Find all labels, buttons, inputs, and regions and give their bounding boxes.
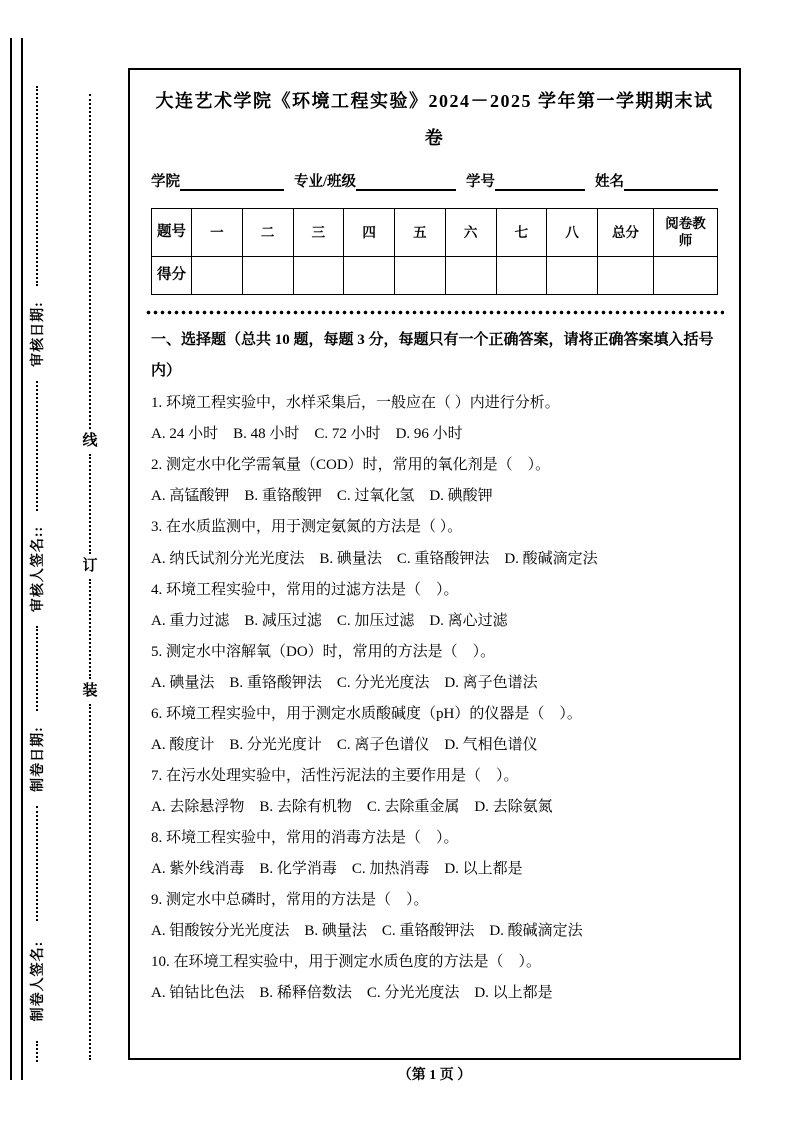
binding-line-rail: [79, 94, 101, 1060]
score-table-header-cell: 总分: [598, 209, 654, 257]
question-options: A. 钼酸铵分光光度法 B. 碘量法 C. 重铬酸钾法 D. 酸碱滴定法: [151, 923, 583, 940]
question-text: 6. 环境工程实验中，用于测定水质酸碱度（pH）的仪器是（ ）。: [151, 705, 582, 722]
score-table-corner-cell: 题号: [152, 209, 192, 257]
question-item: [151, 637, 718, 699]
score-table-empty-cell: [547, 257, 598, 295]
question-item: [151, 885, 718, 947]
binding-char-bind: 装: [82, 683, 98, 699]
field-label: 学号: [466, 173, 496, 190]
student-info-field: [294, 170, 466, 191]
score-table-empty-cell: [395, 257, 446, 295]
reviewer-signature-label: 审核人签名::: [31, 525, 46, 612]
score-table-header-cell: 二: [243, 209, 294, 257]
dotted-line-segment: [89, 579, 91, 679]
question-text: 5. 测定水中溶解氧（DO）时，常用的方法是（ ）。: [151, 643, 496, 660]
student-info-field: [595, 170, 718, 191]
dotted-line-segment: [36, 626, 38, 711]
question-item: [151, 512, 718, 574]
review-date-label: 审核日期:: [31, 300, 46, 367]
question-text: 1. 环境工程实验中，水样采集后，一般应在（ ）内进行分析。: [151, 395, 560, 412]
dotted-separator: [145, 310, 724, 315]
question-item: [151, 699, 718, 761]
score-table-empty-cell: [344, 257, 395, 295]
question-item: [151, 575, 718, 637]
score-table-header-cell: 阅卷教师: [654, 209, 718, 257]
dotted-line-segment: [36, 1041, 38, 1062]
dotted-line-segment: [36, 86, 38, 286]
score-table-header-cell: 五: [395, 209, 446, 257]
papermaking-date-label: 制卷日期:: [31, 725, 46, 792]
binding-char-line: 线: [82, 433, 98, 449]
question-text: 10. 在环境工程实验中，用于测定水质色度的方法是（ ）。: [151, 954, 542, 971]
question-options: A. 高锰酸钾 B. 重铬酸钾 C. 过氧化氢 D. 碘酸钾: [151, 488, 493, 505]
page-number-footer: （第 1 页 ）: [397, 1068, 472, 1083]
exam-title: 大连艺术学院《环境工程实验》2024－2025 学年第一学期期末试卷: [155, 91, 714, 148]
score-table-header-cell: 四: [344, 209, 395, 257]
dotted-line-segment: [89, 454, 91, 554]
fill-in-blank: [624, 170, 718, 191]
score-table-empty-cell: [243, 257, 294, 295]
question-item: [151, 388, 718, 450]
exam-paper: [128, 68, 741, 1060]
score-table-header-cell: 六: [446, 209, 497, 257]
student-info-field: [151, 170, 294, 191]
field-label: 专业/班级: [294, 173, 357, 190]
question-item: [151, 947, 718, 1009]
score-table: [151, 208, 718, 295]
score-table-header-cell: 一: [192, 209, 243, 257]
question-options: A. 铂钴比色法 B. 稀释倍数法 C. 分光光度法 D. 以上都是: [151, 985, 553, 1002]
fill-in-blank: [356, 170, 456, 191]
dotted-line-segment: [89, 704, 91, 1060]
student-info-field: [466, 170, 595, 191]
question-options: A. 纳氏试剂分光光度法 B. 碘量法 C. 重铬酸钾法 D. 酸碱滴定法: [151, 550, 598, 567]
score-table-header-cell: 三: [294, 209, 345, 257]
question-text: 4. 环境工程实验中，常用的过滤方法是（ ）。: [151, 581, 459, 598]
question-options: A. 紫外线消毒 B. 化学消毒 C. 加热消毒 D. 以上都是: [151, 860, 523, 877]
dotted-line-segment: [36, 806, 38, 921]
score-table-empty-cell: [446, 257, 497, 295]
question-text: 7. 在污水处理实验中，活性污泥法的主要作用是（ ）。: [151, 767, 519, 784]
question-options: A. 酸度计 B. 分光光度计 C. 离子色谱仪 D. 气相色谱仪: [151, 736, 538, 753]
question-options: A. 24 小时 B. 48 小时 C. 72 小时 D. 96 小时: [151, 426, 463, 443]
question-item: [151, 823, 718, 885]
question-options: A. 碘量法 B. 重铬酸钾法 C. 分光光度法 D. 离子色谱法: [151, 674, 538, 691]
score-table-empty-cell: [598, 257, 654, 295]
papermaker-signature-label: 制卷人签名:: [31, 940, 46, 1022]
binding-char-staple: 订: [82, 558, 98, 574]
fill-in-blank: [495, 170, 585, 191]
score-table-header-cell: 七: [497, 209, 548, 257]
question-list: [151, 388, 718, 1009]
score-table-score-cell: 得分: [152, 257, 192, 295]
score-table-empty-cell: [192, 257, 243, 295]
score-table-empty-cell: [294, 257, 345, 295]
field-label: 学院: [151, 173, 180, 190]
question-item: [151, 450, 718, 512]
dotted-line-segment: [36, 381, 38, 511]
question-text: 3. 在水质监测中，用于测定氨氮的方法是（ ）。: [151, 519, 463, 536]
score-table-header-cell: 八: [547, 209, 598, 257]
question-options: A. 去除悬浮物 B. 去除有机物 C. 去除重金属 D. 去除氨氮: [151, 798, 553, 815]
question-options: A. 重力过滤 B. 减压过滤 C. 加压过滤 D. 离心过滤: [151, 612, 508, 629]
question-item: [151, 761, 718, 823]
score-table-empty-cell: [497, 257, 548, 295]
student-info-line: [151, 170, 718, 191]
question-text: 9. 测定水中总磷时，常用的方法是（ ）。: [151, 892, 429, 909]
question-text: 2. 测定水中化学需氧量（COD）时，常用的氧化剂是（ ）。: [151, 457, 551, 474]
question-text: 8. 环境工程实验中，常用的消毒方法是（ ）。: [151, 829, 459, 846]
score-table-empty-cell: [654, 257, 718, 295]
section-heading: 一、选择题（总共 10 题，每题 3 分，每题只有一个正确答案，请将正确答案填入括号内）: [151, 331, 714, 379]
fill-in-blank: [180, 170, 284, 191]
margin-labels-rail: [20, 86, 54, 1062]
field-label: 姓名: [595, 173, 625, 190]
dotted-line-segment: [89, 94, 91, 429]
